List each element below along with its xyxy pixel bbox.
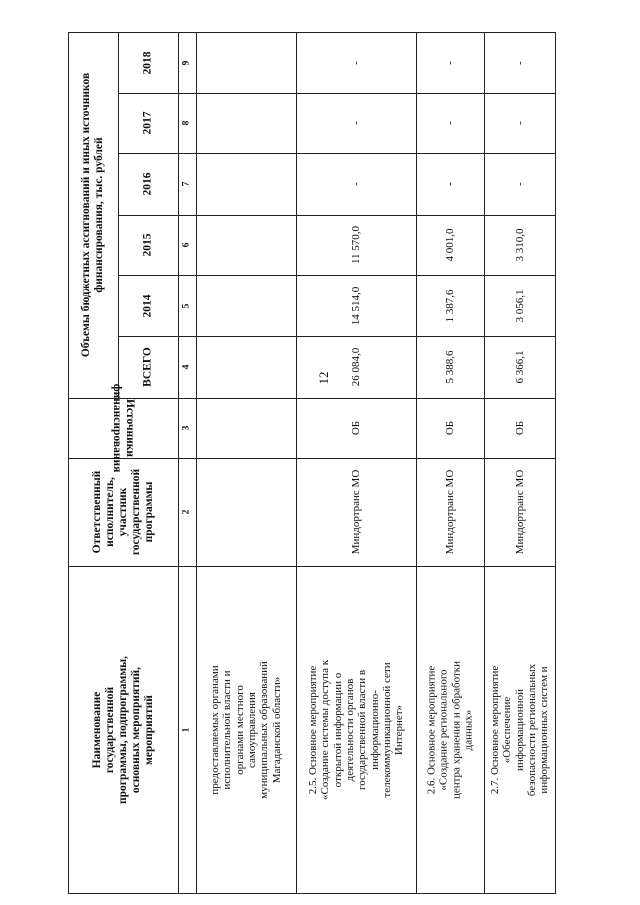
column-number-6-text: 6 bbox=[181, 242, 192, 248]
column-number-9-text: 9 bbox=[181, 60, 192, 65]
row-3-value-2017 bbox=[484, 93, 555, 153]
row-2-total bbox=[416, 336, 484, 398]
row-0-total bbox=[196, 336, 296, 398]
row-3-value-2018 bbox=[484, 32, 555, 93]
row-2-source-text: ОБ bbox=[443, 420, 456, 436]
row-2-value-2016 bbox=[416, 153, 484, 215]
column-number-1 bbox=[178, 566, 196, 893]
column-number-3 bbox=[178, 398, 196, 458]
column-number-6 bbox=[178, 215, 196, 275]
row-2-executor-text: Миндортранс МО bbox=[443, 469, 456, 555]
header-source-text: Источники финансирования bbox=[111, 383, 136, 473]
row-3-value-2018-text: - bbox=[513, 60, 526, 65]
row-3-value-2014-text: 3 056,1 bbox=[513, 289, 526, 322]
row-0-value-2016 bbox=[196, 153, 296, 215]
column-number-4-text: 4 bbox=[181, 364, 192, 370]
row-3-source-text: ОБ bbox=[513, 420, 526, 436]
row-0-value-2018 bbox=[196, 32, 296, 93]
column-number-3-text: 3 bbox=[181, 425, 192, 431]
row-1-name-text: 2.5. Основное мероприятие «Создание системы доступа к открытой информации о деятельности органов государственной власти в информационно- телекоммуникационной сети Интернет» bbox=[306, 659, 405, 800]
row-1-value-2017 bbox=[296, 93, 416, 153]
column-number-9 bbox=[178, 32, 196, 93]
column-number-7-text: 7 bbox=[181, 181, 192, 187]
row-2-total-text: 5 388,6 bbox=[443, 350, 456, 384]
header-name bbox=[68, 566, 178, 893]
row-2-value-2016-text: - bbox=[443, 182, 456, 186]
column-number-2 bbox=[178, 458, 196, 566]
row-1-executor-text: Миндортранс МО bbox=[349, 469, 362, 555]
row-2-name bbox=[416, 566, 484, 893]
header-year-2014-text: 2014 bbox=[141, 294, 154, 317]
row-2-value-2018 bbox=[416, 32, 484, 93]
row-1-name bbox=[296, 566, 416, 893]
row-3-value-2014 bbox=[484, 275, 555, 336]
row-3-value-2015-text: 3 310,0 bbox=[513, 228, 526, 262]
row-2-value-2015 bbox=[416, 215, 484, 275]
header-total-text: ВСЕГО bbox=[141, 347, 154, 387]
row-2-value-2018-text: - bbox=[443, 60, 456, 65]
row-3-value-2017-text: - bbox=[513, 121, 526, 125]
row-1-value-2015 bbox=[296, 215, 416, 275]
row-1-value-2014 bbox=[296, 275, 416, 336]
header-year-2015-text: 2015 bbox=[141, 233, 154, 257]
row-0-executor bbox=[196, 458, 296, 566]
column-number-2-text: 2 bbox=[181, 509, 192, 515]
row-1-value-2018 bbox=[296, 32, 416, 93]
row-3-executor-text: Миндортранс МО bbox=[513, 469, 526, 555]
header-executor bbox=[68, 458, 178, 566]
row-0-source bbox=[196, 398, 296, 458]
row-0-value-2017 bbox=[196, 93, 296, 153]
row-1-total bbox=[296, 336, 416, 398]
row-2-value-2014-text: 1 387,6 bbox=[443, 289, 456, 322]
header-year-2016 bbox=[118, 153, 178, 215]
row-2-source bbox=[416, 398, 484, 458]
row-1-source-text: ОБ bbox=[349, 420, 362, 436]
header-year-2018-text: 2018 bbox=[141, 51, 154, 74]
row-3-value-2015 bbox=[484, 215, 555, 275]
row-0-name-text: предоставляемых органами исполнительной власти и органами местного самоуправления муниципальных образований Магаданской области» bbox=[209, 660, 283, 799]
header-volumes bbox=[68, 32, 118, 398]
header-year-2018 bbox=[118, 32, 178, 93]
column-number-5-text: 5 bbox=[181, 303, 192, 308]
row-2-executor bbox=[416, 458, 484, 566]
grid-line bbox=[555, 32, 556, 893]
row-1-executor bbox=[296, 458, 416, 566]
row-1-value-2015-text: 11 570,0 bbox=[349, 225, 362, 265]
header-year-2016-text: 2016 bbox=[141, 172, 154, 196]
row-3-source bbox=[484, 398, 555, 458]
header-volumes-text: Объемы бюджетных ассигнований и иных источников финансирования, тыс. рублей bbox=[80, 72, 105, 358]
header-year-2017 bbox=[118, 93, 178, 153]
row-2-value-2017-text: - bbox=[443, 121, 456, 125]
row-3-total bbox=[484, 336, 555, 398]
page-number: 12 bbox=[316, 371, 331, 385]
header-year-2015 bbox=[118, 215, 178, 275]
row-0-value-2015 bbox=[196, 215, 296, 275]
column-number-8-text: 8 bbox=[181, 120, 192, 126]
header-executor-text: Ответственный исполнитель, участник государственной программы bbox=[90, 468, 155, 556]
header-year-2017-text: 2017 bbox=[141, 111, 154, 135]
row-1-total-text: 26 084,0 bbox=[349, 347, 362, 387]
row-1-value-2016-text: - bbox=[349, 182, 362, 186]
row-0-name bbox=[196, 566, 296, 893]
column-number-7 bbox=[178, 153, 196, 215]
row-2-name-text: 2.6. Основное мероприятие «Создание регионального центра хранения и обработки данных» bbox=[425, 660, 475, 799]
row-3-total-text: 6 366,1 bbox=[513, 350, 526, 384]
header-name-text: Наименование государственной программы, подпрограммы, основных мероприятий, мероприятий bbox=[90, 655, 155, 804]
row-0-value-2014 bbox=[196, 275, 296, 336]
row-1-source bbox=[296, 398, 416, 458]
row-1-value-2017-text: - bbox=[349, 121, 362, 125]
row-3-value-2016 bbox=[484, 153, 555, 215]
header-source bbox=[68, 383, 178, 473]
row-2-value-2015-text: 4 001,0 bbox=[443, 228, 456, 262]
row-3-executor bbox=[484, 458, 555, 566]
column-number-8 bbox=[178, 93, 196, 153]
row-2-value-2014 bbox=[416, 275, 484, 336]
grid-line bbox=[68, 893, 556, 894]
row-1-value-2014-text: 14 514,0 bbox=[349, 286, 362, 325]
column-number-1-text: 1 bbox=[181, 727, 192, 732]
column-number-4 bbox=[178, 336, 196, 398]
header-year-2014 bbox=[118, 275, 178, 336]
row-1-value-2016 bbox=[296, 153, 416, 215]
row-3-name-text: 2.7. Основное мероприятие «Обеспечение информационной безопасности региональных информационных систем и bbox=[488, 663, 550, 796]
column-number-5 bbox=[178, 275, 196, 336]
row-3-name bbox=[484, 566, 555, 893]
row-1-value-2018-text: - bbox=[349, 60, 362, 65]
row-3-value-2016-text: - bbox=[513, 182, 526, 186]
header-total bbox=[118, 336, 178, 398]
row-2-value-2017 bbox=[416, 93, 484, 153]
